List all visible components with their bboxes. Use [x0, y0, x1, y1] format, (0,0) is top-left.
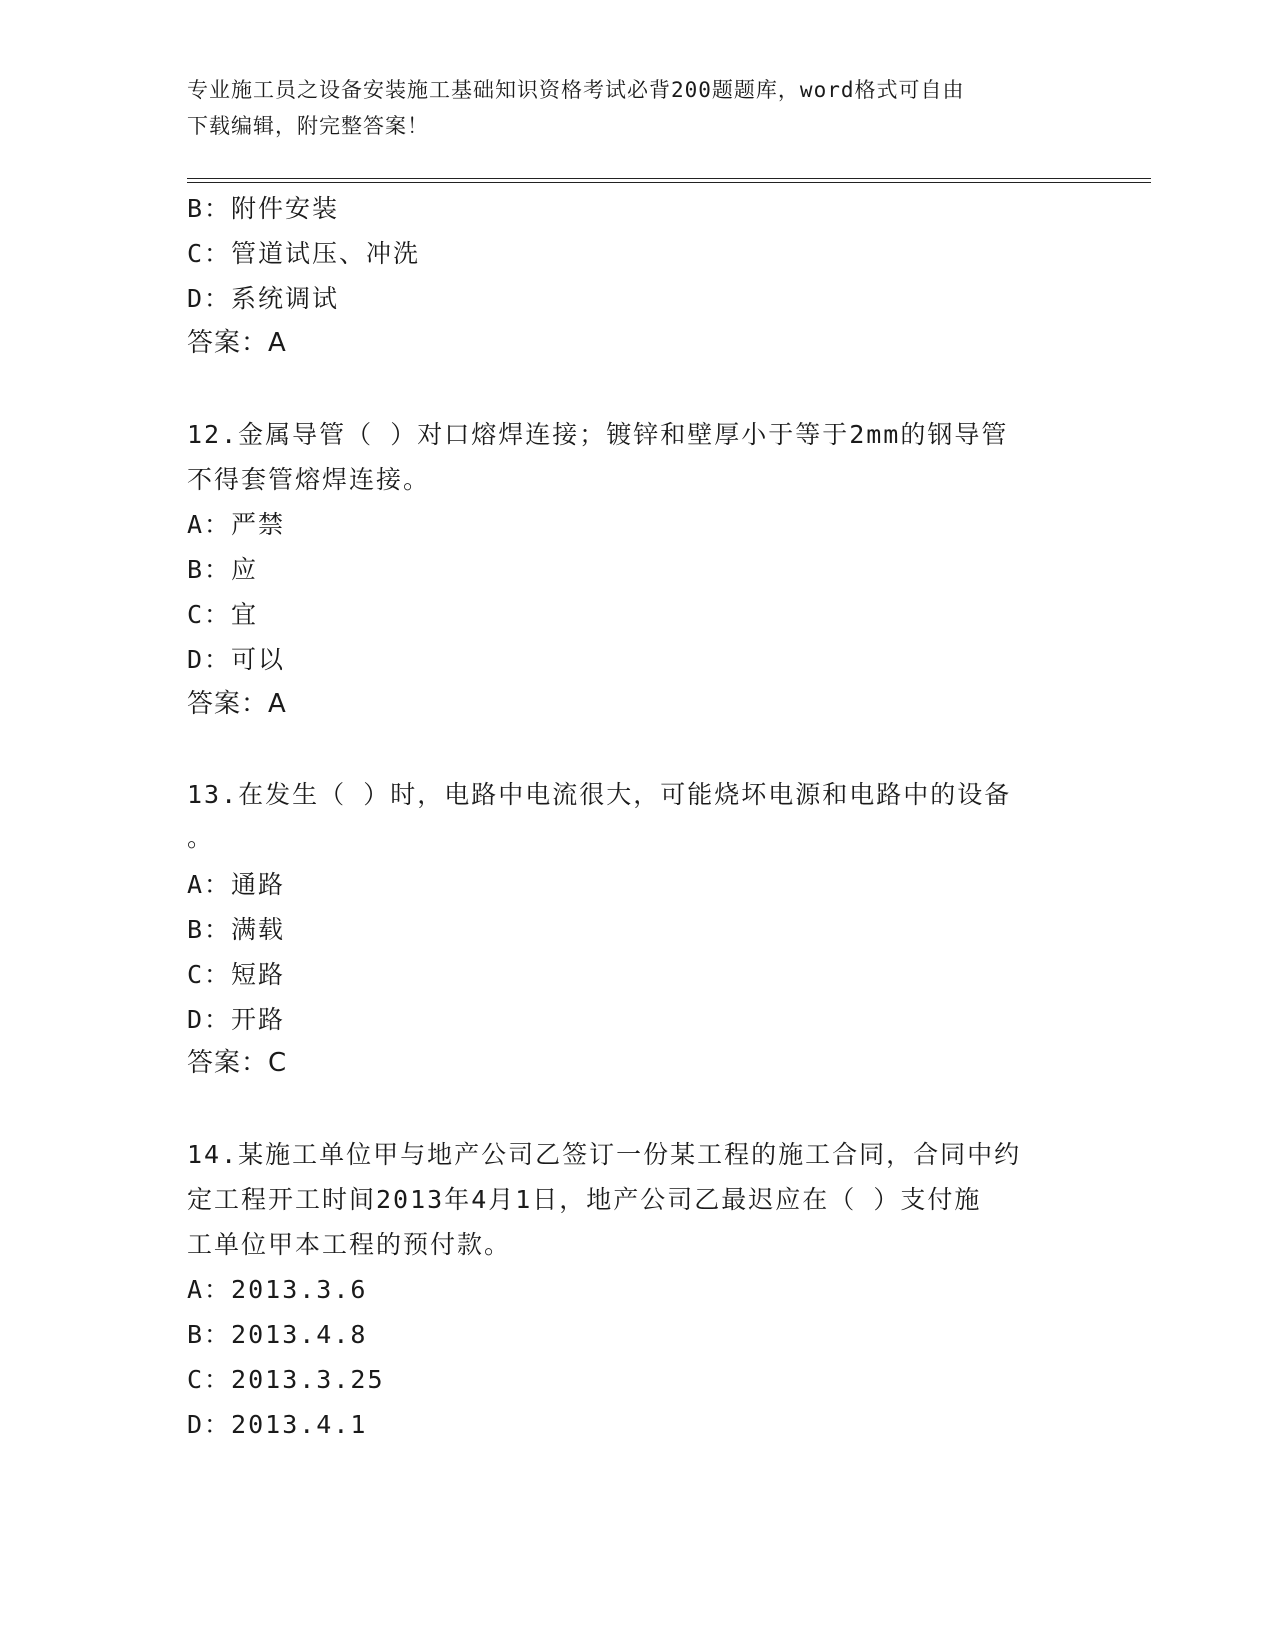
- header-line-1: 专业施工员之设备安装施工基础知识资格考试必背200题题库，word格式可自由: [187, 78, 965, 102]
- q12-stem-line-1: 12.金属导管（ ）对口熔焊连接；镀锌和壁厚小于等于2mm的钢导管: [187, 420, 1009, 449]
- document-header: [187, 72, 1067, 144]
- q13-option-c: C：短路: [187, 960, 286, 989]
- q14-stem-line-3: 工单位甲本工程的预付款。: [187, 1230, 512, 1259]
- q11-option-c: C：管道试压、冲洗: [187, 239, 421, 268]
- q12-option-a: A：严禁: [187, 510, 286, 539]
- q14-stem-line-2: 定工程开工时间2013年4月1日，地产公司乙最迟应在（ ）支付施: [187, 1185, 982, 1214]
- q13-stem-line-2: 。: [187, 823, 215, 852]
- q13-option-a: A：通路: [187, 870, 286, 899]
- q11-option-d: D：系统调试: [187, 284, 340, 313]
- q13-option-d: D：开路: [187, 1005, 286, 1034]
- header-divider-top: [187, 178, 1151, 179]
- q13-answer: 答案：C: [187, 1048, 288, 1078]
- q14-option-c: C：2013.3.25: [187, 1365, 385, 1394]
- q13-stem-line-1: 13.在发生（ ）时，电路中电流很大，可能烧坏电源和电路中的设备: [187, 780, 1012, 809]
- q12-option-c: C：宜: [187, 600, 259, 629]
- q12-option-b: B：应: [187, 555, 259, 584]
- q11-answer: 答案：A: [187, 328, 287, 358]
- q14-option-d: D：2013.4.1: [187, 1410, 368, 1439]
- q12-answer: 答案：A: [187, 689, 287, 719]
- q14-option-b: B：2013.4.8: [187, 1320, 368, 1349]
- header-line-2: 下载编辑，附完整答案！: [187, 114, 429, 138]
- q14-option-a: A：2013.3.6: [187, 1275, 368, 1304]
- q14-stem-line-1: 14.某施工单位甲与地产公司乙签订一份某工程的施工合同，合同中约: [187, 1140, 1022, 1169]
- q12-stem-line-2: 不得套管熔焊连接。: [187, 465, 431, 494]
- q13-option-b: B：满载: [187, 915, 286, 944]
- q11-option-b: B：附件安装: [187, 194, 340, 223]
- q12-option-d: D：可以: [187, 645, 286, 674]
- header-divider-bottom: [187, 182, 1151, 183]
